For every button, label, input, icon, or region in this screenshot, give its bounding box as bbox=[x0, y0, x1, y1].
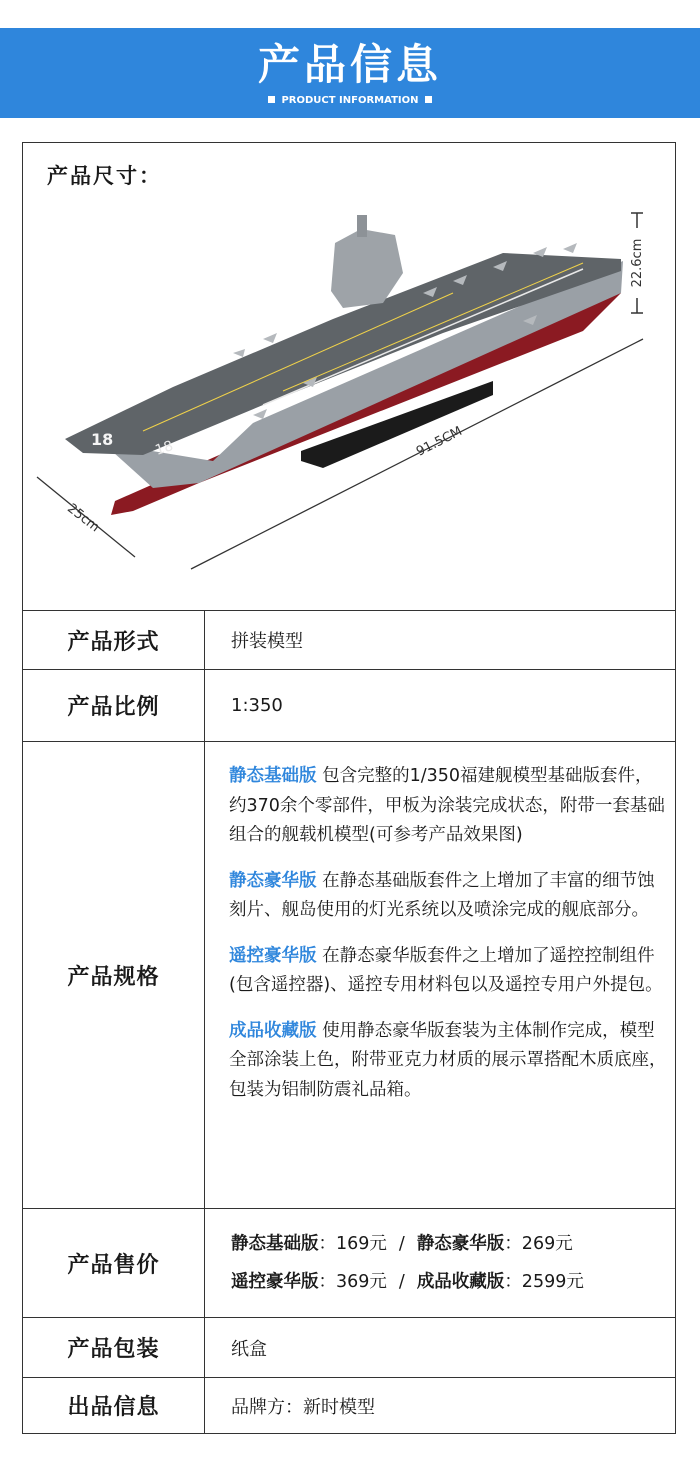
price-name: 静态豪华版 bbox=[416, 1234, 505, 1254]
spec-item-name: 静态豪华版 bbox=[229, 870, 317, 891]
header-banner bbox=[0, 28, 700, 118]
row-spec bbox=[23, 741, 675, 1208]
price-value: ：369元 bbox=[318, 1272, 387, 1292]
hull-number-side: 18 bbox=[153, 438, 176, 459]
price-values bbox=[231, 1209, 665, 1317]
spec-item bbox=[229, 867, 667, 926]
ship-illustration bbox=[23, 143, 675, 613]
row-price bbox=[23, 1208, 675, 1317]
width-dimension: 25cm bbox=[64, 501, 103, 536]
price-value: ：2599元 bbox=[504, 1272, 584, 1292]
size-label: 产品尺寸： bbox=[47, 164, 162, 188]
row-maker bbox=[23, 1377, 675, 1433]
spec-item bbox=[229, 1017, 667, 1106]
spec-item bbox=[229, 762, 667, 851]
scale-value: 1:350 bbox=[231, 695, 283, 716]
form-label: 产品形式 bbox=[23, 611, 205, 669]
form-value: 拼装模型 bbox=[231, 631, 303, 652]
spec-item-text: 包含完整的1/350福建舰模型基础版套件，约370余个零部件，甲板为涂装完成状态，附带一套基础组合的舰载机模型(可参考产品效果图) bbox=[229, 766, 665, 845]
maker-label: 出品信息 bbox=[23, 1378, 205, 1433]
spec-item-name: 静态基础版 bbox=[229, 766, 317, 786]
spec-item-text: 使用静态豪华版套装为主体制作完成，模型全部涂装上色，附带亚克力材质的展示罩搭配木质底座，包装为铝制防震礼品箱。 bbox=[229, 1020, 667, 1100]
price-name: 遥控豪华版 bbox=[231, 1272, 319, 1292]
spec-item bbox=[229, 942, 667, 1001]
spec-item-name: 成品收藏版 bbox=[229, 1020, 317, 1041]
row-scale bbox=[23, 669, 675, 741]
spec-item-text: 在静态基础版套件之上增加了丰富的细节蚀刻片、舰岛使用的灯光系统以及喷涂完成的舰底部分。 bbox=[229, 870, 655, 920]
length-dimension: 91.5CM bbox=[414, 424, 465, 460]
subtitle-text: PRODUCT INFORMATION bbox=[281, 95, 419, 106]
square-icon bbox=[425, 96, 432, 103]
spec-label: 产品规格 bbox=[23, 742, 205, 1208]
page-subtitle bbox=[0, 94, 700, 108]
price-separator: / bbox=[398, 1234, 405, 1254]
page-title: 产品信息 bbox=[257, 40, 442, 89]
price-label: 产品售价 bbox=[23, 1209, 205, 1317]
price-value: ：169元 bbox=[318, 1234, 387, 1254]
price-name: 成品收藏版 bbox=[416, 1272, 505, 1292]
spec-list bbox=[229, 762, 667, 1121]
price-separator: / bbox=[398, 1272, 405, 1292]
island-mast bbox=[357, 215, 367, 237]
packaging-value: 纸盒 bbox=[231, 1338, 267, 1360]
spec-item-name: 遥控豪华版 bbox=[229, 945, 317, 966]
price-name: 静态基础版 bbox=[231, 1234, 319, 1254]
scale-label: 产品比例 bbox=[23, 670, 205, 741]
spec-item-text: 在静态豪华版套件之上增加了遥控控制组件(包含遥控器)、遥控专用材料包以及遥控专用户外提包。 bbox=[229, 945, 663, 995]
hull-number-deck: 18 bbox=[91, 430, 114, 449]
price-line bbox=[231, 1263, 584, 1301]
packaging-label: 产品包装 bbox=[23, 1318, 205, 1377]
maker-value: 品牌方：新时模型 bbox=[231, 1396, 375, 1418]
product-info-table bbox=[22, 142, 676, 1434]
row-packaging bbox=[23, 1317, 675, 1377]
row-form bbox=[23, 610, 675, 669]
price-line bbox=[231, 1225, 573, 1263]
price-value: ：269元 bbox=[504, 1234, 573, 1254]
height-dimension: 22.6cm bbox=[630, 238, 645, 288]
square-icon bbox=[268, 96, 275, 103]
